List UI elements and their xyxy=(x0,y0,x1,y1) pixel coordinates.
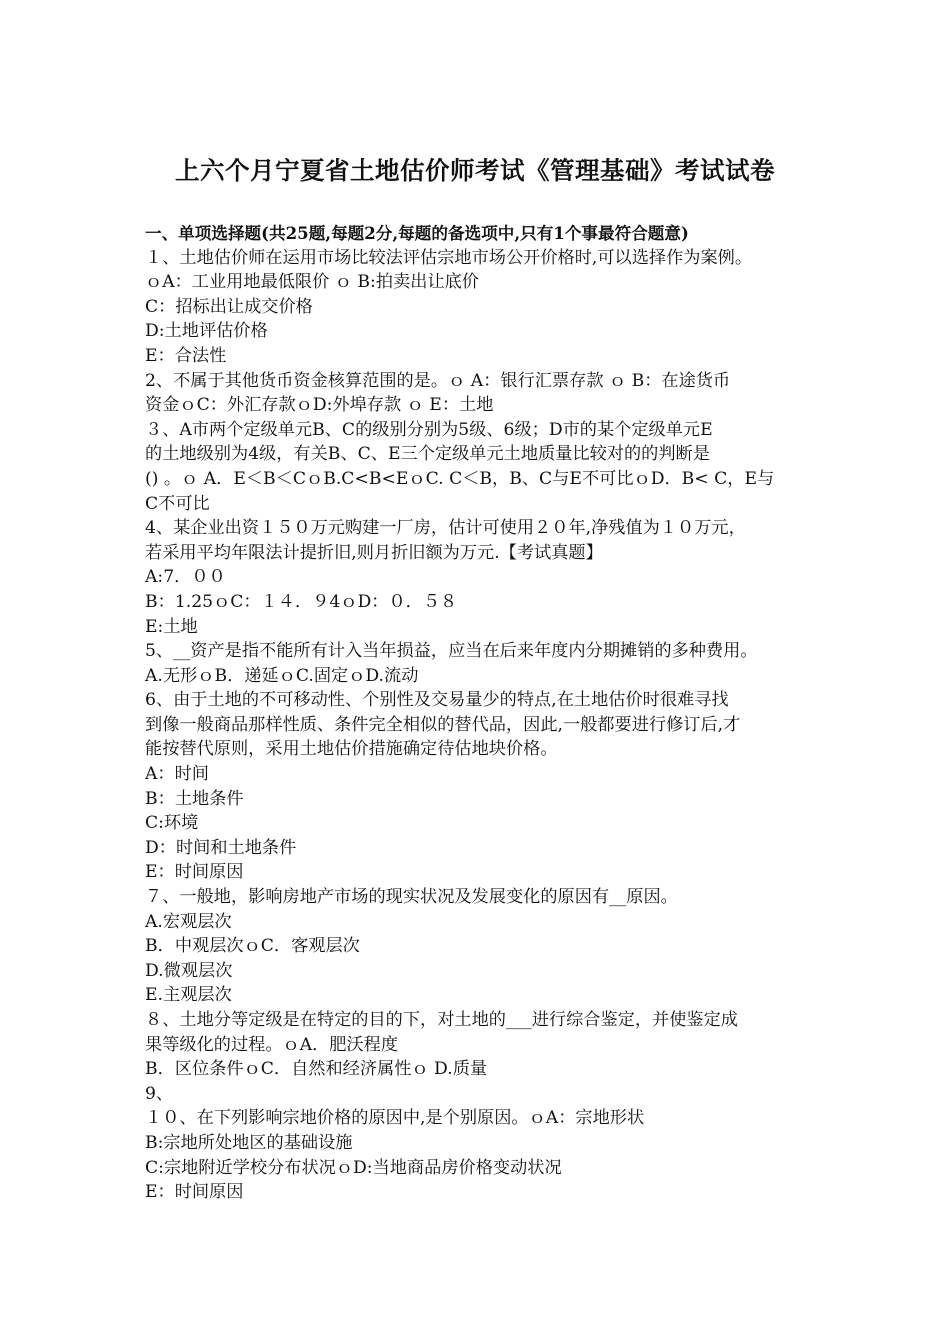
text-line: E：时间原因 xyxy=(145,862,244,883)
text-line: 到像一般商品那样性质、条件完全相似的替代品，因此,一般都要进行修订后,才 xyxy=(145,714,741,735)
text-line: () 。ｏ A．E＜B＜CｏB.C<B<EｏC. C＜B，B、C与E不可比ｏD．B< C，E与 xyxy=(145,468,775,489)
question-lines xyxy=(145,246,825,1205)
text-line: １、土地估价师在运用市场比较法评估宗地市场公开价格时,可以选择作为案例。 xyxy=(145,247,753,268)
text-line: ８、土地分等定级是在特定的目的下，对土地的___进行综合鉴定，并使鉴定成 xyxy=(145,1010,738,1030)
text-line: B:宗地所处地区的基础设施 xyxy=(145,1132,353,1153)
text-line: C:环境 xyxy=(145,813,199,834)
text-line: 5、__资产是指不能所有计入当年损益，应当在后来年度内分期摊销的多种费用。 xyxy=(145,641,758,662)
text-line: B．区位条件ｏC．自然和经济属性ｏ D.质量 xyxy=(145,1059,488,1080)
text-line: 资金ｏC：外汇存款ｏD:外埠存款 ｏ E：土地 xyxy=(145,395,494,416)
text-line: ３、A市两个定级单元B、C的级别分别为5级、6级；D市的某个定级单元E xyxy=(145,419,713,440)
text-line: A.无形ｏB．递延ｏC.固定ｏD.流动 xyxy=(145,665,419,686)
text-line: A：时间 xyxy=(145,764,209,785)
text-line: 能按替代原则，采用土地估价措施确定待估地块价格。 xyxy=(145,739,558,760)
text-line: D.微观层次 xyxy=(145,960,233,981)
text-line: ｏA：工业用地最低限价 ｏ B:拍卖出让底价 xyxy=(145,272,479,293)
text-line: B．中观层次ｏC．客观层次 xyxy=(145,936,360,957)
text-line: E.主观层次 xyxy=(145,985,232,1006)
document-title: 上六个月宁夏省土地估价师考试《管理基础》考试试卷 xyxy=(175,156,775,185)
text-line: A:7．００ xyxy=(145,567,226,588)
text-line: D:土地评估价格 xyxy=(145,321,268,342)
text-line: B：1.25ｏC：１４．９4ｏD：０．５８ xyxy=(145,591,458,612)
text-line: E：时间原因 xyxy=(145,1182,244,1203)
text-line: ７、一般地，影响房地产市场的现实状况及发展变化的原因有__原因。 xyxy=(145,887,678,908)
text-line: 4、某企业出资１５０万元购建一厂房，估计可使用２０年,净残值为１０万元， xyxy=(145,518,746,539)
text-line: C不可比 xyxy=(145,493,210,514)
text-line: 6、由于土地的不可移动性、个别性及交易量少的特点,在土地估价时很难寻找 xyxy=(145,690,729,711)
text-line: D：时间和土地条件 xyxy=(145,837,297,858)
text-line: C:宗地附近学校分布状况ｏD:当地商品房价格变动状况 xyxy=(145,1157,562,1178)
section-heading: 一、单项选择题(共25题,每题2分,每题的备选项中,只有1个事最符合题意) xyxy=(145,223,689,243)
text-line: １０、在下列影响宗地价格的原因中,是个别原因。ｏA：宗地形状 xyxy=(145,1108,645,1129)
text-line: E:土地 xyxy=(145,616,198,637)
text-line: 9、 xyxy=(145,1083,174,1104)
text-line: 若采用平均年限法计提折旧,则月折旧额为万元.【考试真题】 xyxy=(145,542,603,563)
question-list xyxy=(145,221,825,1205)
text-line: A.宏观层次 xyxy=(145,911,232,932)
text-line: C：招标出让成交价格 xyxy=(145,296,313,317)
text-line: E：合法性 xyxy=(145,345,227,366)
text-line: 2、不属于其他货币资金核算范围的是。ｏ A：银行汇票存款 ｏ B：在途货币 xyxy=(145,370,731,391)
text-line: 的土地级别为4级，有关B、C、E三个定级单元土地质量比较对的的判断是 xyxy=(145,444,710,465)
text-line: 果等级化的过程。ｏA．肥沃程度 xyxy=(145,1034,399,1055)
text-line: B：土地条件 xyxy=(145,788,244,809)
